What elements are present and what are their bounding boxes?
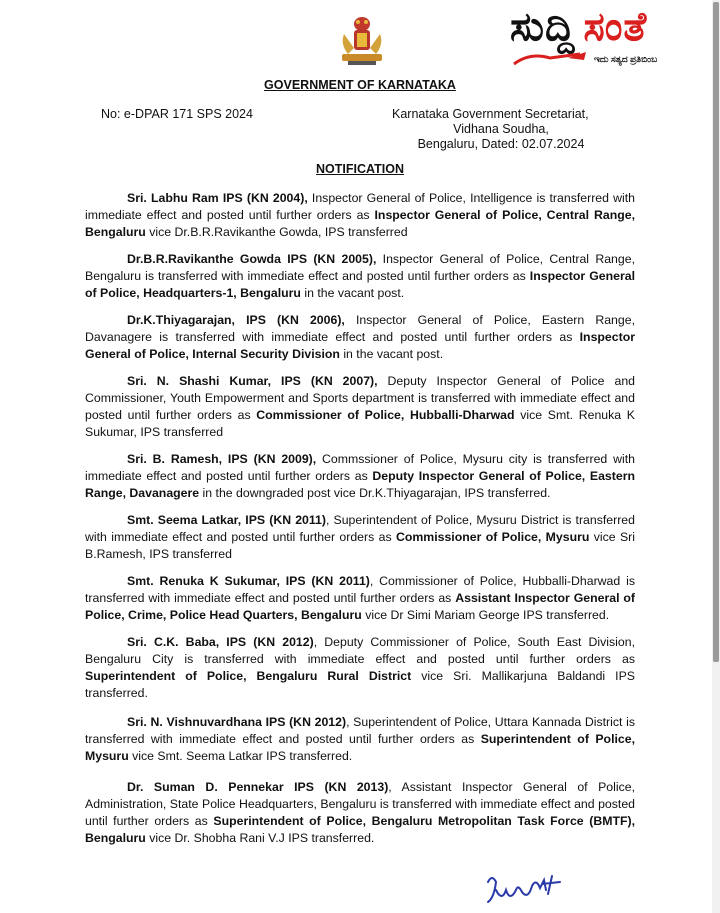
paragraph-text: Inspector General of Police, Intelligence is transferred with immediate effect and posted until further orders as bbox=[85, 191, 636, 222]
paragraph-text: , Commissioner of Police, Hubballi-Dharwad is transferred with immediate effect and posted until further orders as bbox=[85, 574, 635, 605]
officer-name: Sri. Labhu Ram IPS (KN 2004), bbox=[127, 191, 308, 205]
new-posting: Assistant Inspector General of Police, Crime, Police Head Quarters, Bengaluru bbox=[85, 591, 635, 622]
paragraph-text: Deputy Inspector General of Police and Commissioner, Youth Empowerment and Sports department is transferred with immediate effect and posted until further orders as bbox=[85, 374, 635, 422]
new-posting: Inspector General of Police, Central Range, Bengaluru bbox=[85, 208, 635, 239]
reference-number: No: e-DPAR 171 SPS 2024 bbox=[101, 107, 253, 121]
address-line-2: Vidhana Soudha, bbox=[453, 122, 549, 136]
paragraph-text: vice Dr Simi Mariam George IPS transferred. bbox=[361, 608, 610, 622]
paragraph-text: , Superintendent of Police, Uttara Kannada District is transferred with immediate effect and posted until further orders as bbox=[85, 715, 635, 746]
new-posting: Superintendent of Police, Mysuru bbox=[85, 732, 635, 763]
paragraph-text: vice Smt. Seema Latkar IPS transferred. bbox=[128, 749, 353, 763]
paragraph-text: Commssioner of Police, Mysuru city is transferred with immediate effect and posted until further orders as bbox=[85, 452, 635, 483]
new-posting: Inspector General of Police, Internal Security Division bbox=[85, 330, 635, 361]
pen-icon bbox=[510, 48, 590, 70]
officer-name: Dr.K.Thiyagarajan, IPS (KN 2006), bbox=[127, 313, 345, 327]
new-posting: Deputy Inspector General of Police, Eastern Range, Davanagere bbox=[85, 469, 635, 500]
paragraph-text: , Assistant Inspector General of Police, Administration, State Police Headquarters, Bengaluru is transferred with immediate effect and posted until further orders as bbox=[85, 780, 635, 828]
handwritten-signature bbox=[482, 872, 566, 908]
scrollbar-thumb[interactable] bbox=[713, 2, 719, 662]
paragraph-text: , Deputy Commissioner of Police, South East Division, Bengaluru City is transferred with immediate effect and posted until further orders as bbox=[85, 635, 635, 666]
officer-name: Smt. Seema Latkar, IPS (KN 2011) bbox=[127, 513, 326, 527]
paragraph-text: Inspector General of Police, Eastern Range, Davanagere is transferred with immediate effect and posted until further orders as bbox=[85, 313, 635, 344]
government-heading: GOVERNMENT OF KARNATAKA bbox=[264, 78, 456, 92]
logo-wordmark bbox=[510, 4, 647, 50]
officer-name: Sri. C.K. Baba, IPS (KN 2012) bbox=[127, 635, 314, 649]
new-posting: Superintendent of Police, Bengaluru Rural District bbox=[85, 669, 412, 683]
notification-paragraph bbox=[85, 779, 635, 847]
notification-paragraph bbox=[85, 573, 635, 624]
scrollbar[interactable] bbox=[712, 0, 720, 913]
new-posting: Commissioner of Police, Hubballi-Dharwad bbox=[256, 408, 515, 422]
new-posting: Superintendent of Police, Bengaluru Metropolitan Task Force (BMTF), Bengaluru bbox=[85, 814, 635, 845]
officer-name: Sri. N. Vishnuvardhana IPS (KN 2012) bbox=[127, 715, 347, 729]
paragraph-text: vice Sri. Mallikarjuna Baldandi IPS transferred. bbox=[85, 669, 635, 700]
address-line-3-date: Bengaluru, Dated: 02.07.2024 bbox=[417, 137, 585, 151]
notification-body bbox=[85, 190, 635, 847]
address-block bbox=[392, 107, 610, 152]
notification-paragraph bbox=[85, 190, 635, 241]
new-posting: Commissioner of Police, Mysuru bbox=[395, 530, 590, 544]
officer-name: Smt. Renuka K Sukumar, IPS (KN 2011) bbox=[127, 574, 370, 588]
paragraph-text: in the downgraded post vice Dr.K.Thiyagarajan, IPS transferred. bbox=[199, 486, 551, 500]
suddi-santhe-logo bbox=[510, 4, 710, 70]
officer-name: Dr. Suman D. Pennekar IPS (KN 2013) bbox=[127, 780, 389, 794]
paragraph-text: vice Dr.B.R.Ravikanthe Gowda, IPS transferred bbox=[145, 225, 408, 239]
paragraph-text: vice Smt. Renuka K Sukumar, IPS transferred bbox=[85, 408, 635, 439]
officer-name: Dr.B.R.Ravikanthe Gowda IPS (KN 2005), bbox=[127, 252, 377, 266]
logo-tagline: ಇದು ಸತ್ಯದ ಪ್ರತಿಬಿಂಬ bbox=[594, 54, 658, 64]
notification-paragraph bbox=[85, 512, 635, 563]
logo-word-black: ಸುದ್ದಿ bbox=[510, 4, 576, 50]
paragraph-text: in the vacant post. bbox=[300, 286, 405, 300]
paragraph-text: Inspector General of Police, Central Range, Bengaluru is transferred with immediate effect and posted until further orders as bbox=[85, 252, 635, 283]
paragraph-text: vice Sri B.Ramesh, IPS transferred bbox=[85, 530, 635, 561]
karnataka-emblem-icon bbox=[334, 14, 390, 66]
address-line-1: Karnataka Government Secretariat, bbox=[392, 107, 589, 121]
officer-name: Sri. N. Shashi Kumar, IPS (KN 2007), bbox=[127, 374, 378, 388]
paragraph-text: , Superintendent of Police, Mysuru District is transferred with immediate effect and posted until further orders as bbox=[85, 513, 635, 544]
officer-name: Sri. B. Ramesh, IPS (KN 2009), bbox=[127, 452, 317, 466]
logo-word-red: ಸಂತೆ bbox=[583, 4, 648, 50]
notification-paragraph bbox=[85, 714, 635, 765]
notification-paragraph bbox=[85, 451, 635, 502]
new-posting: Inspector General of Police, Headquarters-1, Bengaluru bbox=[85, 269, 635, 300]
paragraph-text: in the vacant post. bbox=[339, 347, 444, 361]
notification-paragraph bbox=[85, 634, 635, 702]
notification-title: NOTIFICATION bbox=[316, 162, 404, 176]
notification-paragraph bbox=[85, 251, 635, 302]
notification-paragraph bbox=[85, 373, 635, 441]
notification-paragraph bbox=[85, 312, 635, 363]
paragraph-text: vice Dr. Shobha Rani V.J IPS transferred. bbox=[145, 831, 375, 845]
